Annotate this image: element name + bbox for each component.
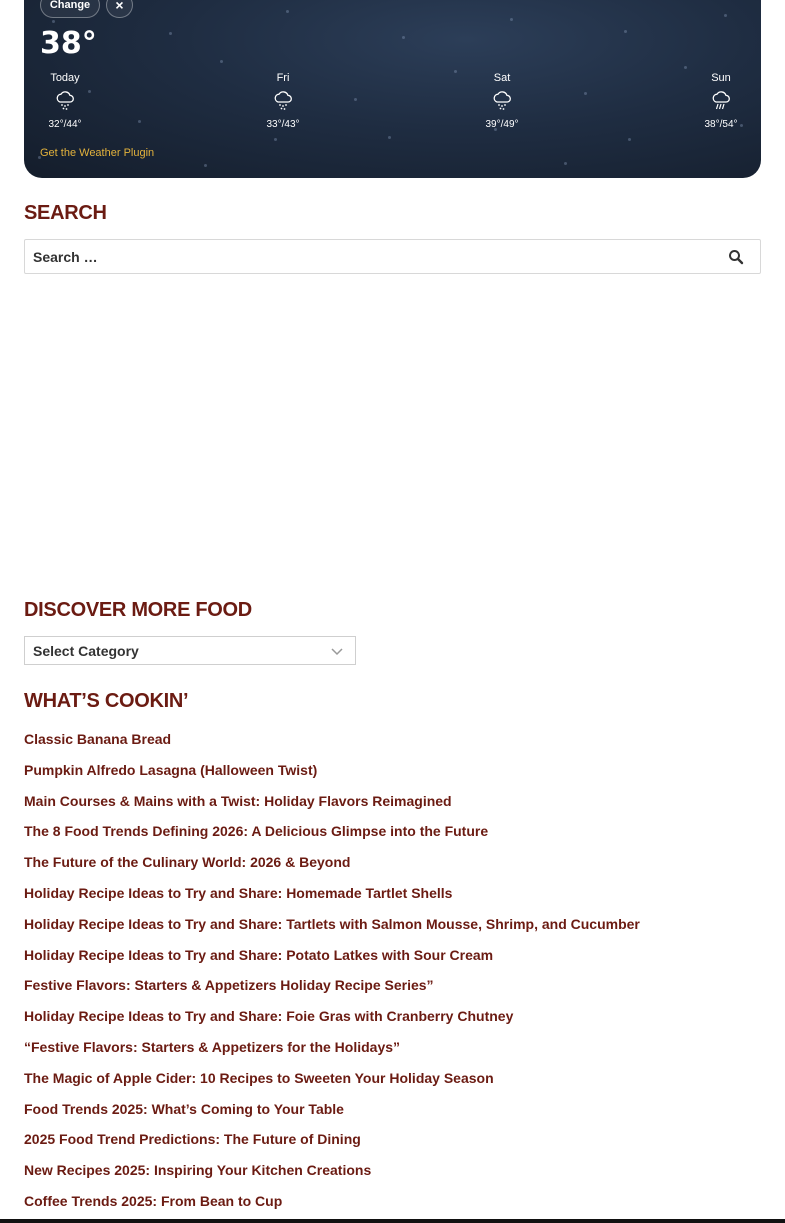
forecast-range: 39°/49° xyxy=(485,119,519,130)
forecast-day xyxy=(253,72,313,130)
recipe-link[interactable]: Holiday Recipe Ideas to Try and Share: Potato Latkes with Sour Cream xyxy=(24,946,494,963)
recipe-link[interactable]: Main Courses & Mains with a Twist: Holiday Flavors Reimagined xyxy=(24,792,452,809)
recipe-link[interactable]: The 8 Food Trends Defining 2026: A Delicious Glimpse into the Future xyxy=(24,823,489,840)
list-item xyxy=(24,1068,640,1099)
search-input[interactable] xyxy=(25,240,685,273)
forecast-day-name: Fri xyxy=(276,72,290,84)
search-form xyxy=(24,239,761,274)
list-item xyxy=(24,914,640,945)
list-item xyxy=(24,1160,640,1191)
recipe-link[interactable]: Classic Banana Bread xyxy=(24,731,172,747)
forecast-range: 38°/54° xyxy=(704,119,738,130)
bottom-bar xyxy=(0,1219,785,1223)
snow-cloud-icon xyxy=(272,90,294,112)
recipe-link[interactable]: New Recipes 2025: Inspiring Your Kitchen Creations xyxy=(24,1162,372,1179)
forecast-day-name: Sun xyxy=(711,72,731,84)
close-icon: × xyxy=(115,0,124,13)
list-item xyxy=(24,729,640,760)
forecast-day xyxy=(472,72,532,130)
list-item xyxy=(24,1006,640,1037)
recipe-link[interactable]: The Future of the Culinary World: 2026 & Beyond xyxy=(24,854,351,871)
category-select-value: Select Category xyxy=(33,643,139,659)
list-item xyxy=(24,1191,640,1222)
weather-plugin-link[interactable]: Get the Weather Plugin xyxy=(40,147,155,159)
list-item xyxy=(24,883,640,914)
recipe-link[interactable]: Holiday Recipe Ideas to Try and Share: Foie Gras with Cranberry Chutney xyxy=(24,1008,514,1025)
list-item xyxy=(24,1037,640,1068)
list-item xyxy=(24,821,640,852)
recipes-heading: WHAT’S COOKIN’ xyxy=(24,690,189,712)
snow-cloud-icon xyxy=(491,90,513,112)
recipe-link[interactable]: Coffee Trends 2025: From Bean to Cup xyxy=(24,1192,283,1209)
discover-heading: DISCOVER MORE FOOD xyxy=(24,599,252,621)
snow-cloud-icon xyxy=(54,90,76,112)
search-heading: SEARCH xyxy=(24,202,107,224)
recipe-list xyxy=(24,729,640,1222)
forecast-range: 33°/43° xyxy=(266,119,300,130)
list-item xyxy=(24,945,640,976)
list-item xyxy=(24,760,640,791)
recipe-link[interactable]: “Festive Flavors: Starters & Appetizers for the Holidays” xyxy=(24,1038,401,1055)
recipe-link[interactable]: The Magic of Apple Cider: 10 Recipes to Sweeten Your Holiday Season xyxy=(24,1069,494,1086)
search-icon[interactable] xyxy=(728,249,744,265)
forecast-day-name: Sat xyxy=(493,72,511,84)
weather-close-button[interactable] xyxy=(106,0,133,18)
recipe-link[interactable]: Holiday Recipe Ideas to Try and Share: Tartlets with Salmon Mousse, Shrimp, and Cucumber xyxy=(24,915,640,932)
list-item xyxy=(24,852,640,883)
recipe-link[interactable]: Food Trends 2025: What’s Coming to Your Table xyxy=(24,1100,344,1117)
forecast-day-name: Today xyxy=(50,72,80,84)
recipe-link[interactable]: 2025 Food Trend Predictions: The Future of Dining xyxy=(24,1131,361,1148)
forecast-range: 32°/44° xyxy=(48,119,82,130)
recipe-link[interactable]: Festive Flavors: Starters & Appetizers Holiday Recipe Series” xyxy=(24,977,434,994)
current-temperature: 38° xyxy=(40,26,97,61)
chevron-down-icon xyxy=(331,645,343,657)
list-item xyxy=(24,1099,640,1130)
recipe-link[interactable]: Pumpkin Alfredo Lasagna (Halloween Twist) xyxy=(24,761,318,778)
list-item xyxy=(24,975,640,1006)
weather-change-button[interactable]: Change xyxy=(40,0,100,18)
forecast-day xyxy=(35,72,95,130)
rain-cloud-icon xyxy=(710,90,732,112)
list-item xyxy=(24,791,640,822)
category-select[interactable] xyxy=(24,636,356,665)
weather-widget xyxy=(24,0,761,178)
recipe-link[interactable]: Holiday Recipe Ideas to Try and Share: Homemade Tartlet Shells xyxy=(24,884,453,901)
forecast-day xyxy=(691,72,751,130)
list-item xyxy=(24,1129,640,1160)
